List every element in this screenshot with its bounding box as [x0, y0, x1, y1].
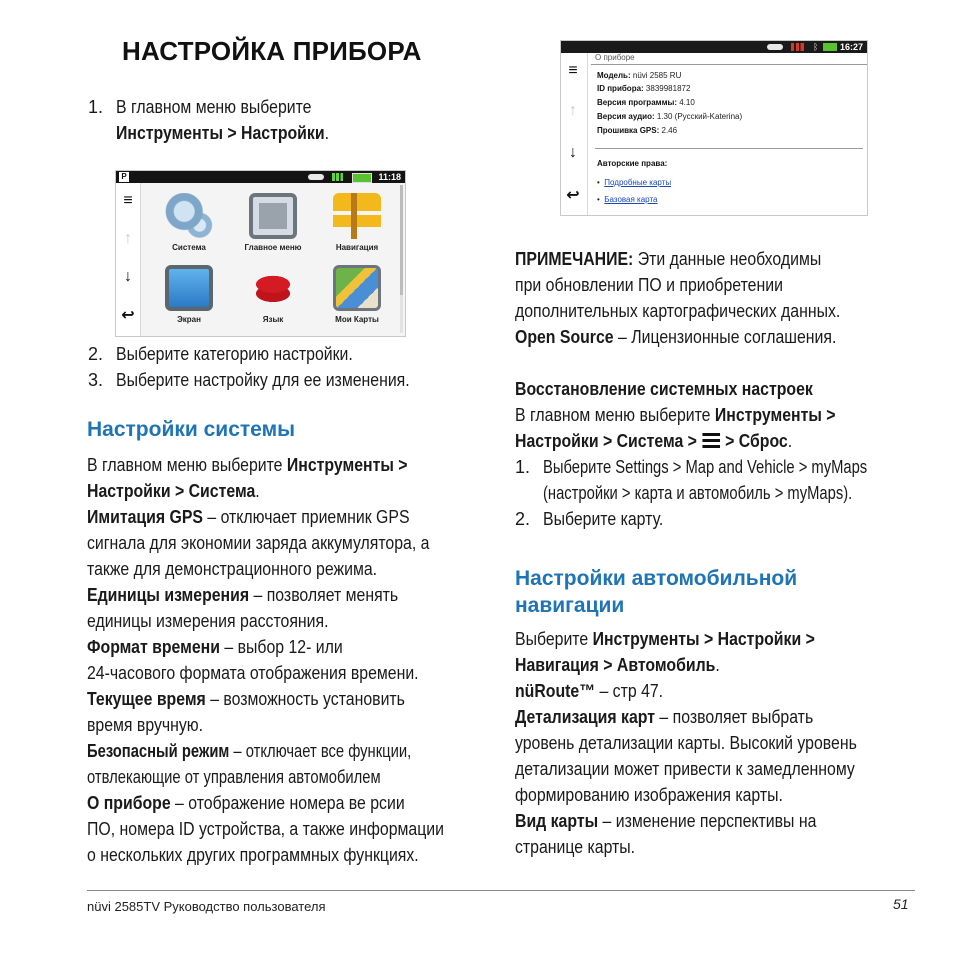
page-number: 51 [893, 896, 909, 912]
about-row-id: ID прибора: 3839981872 [597, 84, 691, 93]
signpost-icon [333, 193, 381, 239]
menu-icon[interactable]: ≡ [123, 192, 133, 209]
divider [595, 148, 863, 149]
tile-language[interactable]: Язык [233, 265, 313, 324]
up-arrow-icon[interactable]: ↑ [124, 230, 132, 247]
tile-my-maps[interactable]: Мои Карты [317, 265, 397, 324]
tile-system[interactable]: Система [149, 193, 229, 252]
system-settings-body: В главном меню выберите Инструменты > Настройки > Система. Имитация GPS – отключает приемник GPS сигнала для экономии заряда аккумулятора, а также для демонстрационного режима. Единицы измерения – позволяет менять единицы измерения расстояния. Формат времени – выбор 12- или 24-часового формата отображения времени. Текущее время – возможность установить время вручную. Безопасный режим – отключает все функции, отвлекающие от управления автомобилем О приборе – отображение номера ве рсии ПО, номера ID устройства, а также информации о нескольких других программных функциях. [87, 455, 444, 865]
car-icon [308, 174, 324, 180]
status-bar: P 11:18 [116, 171, 405, 183]
restore-block: Восстановление системных настроек В главном меню выберите Инструменты > Настройки > Система > > Сброс. 1. Выберите Settings > Map and Vehicle > myMaps (настройки > карта и автомобиль > myMaps). 2. Выберите карту. [515, 379, 868, 529]
down-arrow-icon[interactable]: ↓ [124, 268, 132, 285]
footer-rule [87, 890, 915, 891]
footer-title: nüvi 2585TV Руководство пользователя [87, 899, 326, 914]
menu-icon [701, 431, 720, 449]
back-icon[interactable]: ↩ [121, 307, 135, 324]
left-toolbar [116, 183, 141, 336]
gears-icon [165, 193, 213, 239]
settings-menu-screenshot [115, 170, 406, 337]
car-icon [767, 44, 783, 50]
link-detailed-maps[interactable]: • Подробные карты [597, 178, 672, 187]
about-row-software: Версия программы: 4.10 [597, 98, 695, 107]
about-device-screenshot [560, 40, 868, 216]
lips-icon [249, 265, 297, 311]
about-row-model: Модель: nüvi 2585 RU [597, 71, 682, 80]
divider [591, 64, 867, 65]
battery-icon [352, 173, 372, 183]
signal-icon [332, 173, 346, 181]
back-icon[interactable]: ↩ [566, 187, 580, 204]
note-block: ПРИМЕЧАНИЕ: Эти данные необходимы при обновлении ПО и приобретении дополнительных картографических данных. Open Source – Лицензионные соглашения. [515, 249, 841, 347]
scrollbar[interactable] [400, 185, 403, 333]
page-title: НАСТРОЙКА ПРИБОРА [122, 36, 422, 66]
about-row-audio: Версия аудио: 1.30 (Русский-Katerina) [597, 112, 743, 121]
link-base-map[interactable]: • Базовая карта [597, 195, 658, 204]
section-heading-system: Настройки системы [87, 418, 296, 441]
map-icon [333, 265, 381, 311]
status-bar: ᛒ 16:27 [561, 41, 867, 53]
tile-main-menu[interactable]: Главное меню [233, 193, 313, 252]
down-arrow-icon[interactable]: ↓ [569, 144, 577, 161]
signal-icon [791, 43, 807, 51]
copyright-label: Авторские права: [597, 159, 668, 168]
auto-nav-body: Выберите Инструменты > Настройки > Навигация > Автомобиль. nüRoute™ – стр 47. Детализация карт – позволяет выбрать уровень детализации карты. Высокий уровень детализации может привести к замедленному формированию изображения карты. Вид карты – изменение перспективы на странице карты. [515, 629, 857, 857]
tile-navigation[interactable]: Навигация [317, 193, 397, 252]
bluetooth-icon: ᛒ [813, 42, 819, 52]
tile-display[interactable]: Экран [149, 265, 229, 324]
intro-step-1: 1. В главном меню выберите Инструменты > Настройки. [88, 97, 330, 143]
menu-icon[interactable]: ≡ [568, 62, 578, 79]
about-title: О приборе [595, 53, 635, 62]
left-toolbar [561, 53, 588, 215]
section-heading-auto-nav: Настройки автомобильной навигации [515, 567, 798, 617]
battery-icon [823, 43, 837, 51]
main-menu-icon [249, 193, 297, 239]
up-arrow-icon[interactable]: ↑ [569, 102, 577, 119]
intro-steps-2-3: 2. Выберите категорию настройки. 3. Выберите настройку для ее изменения. [88, 344, 410, 390]
about-row-gps: Прошивка GPS: 2.46 [597, 126, 678, 135]
display-icon [165, 265, 213, 311]
